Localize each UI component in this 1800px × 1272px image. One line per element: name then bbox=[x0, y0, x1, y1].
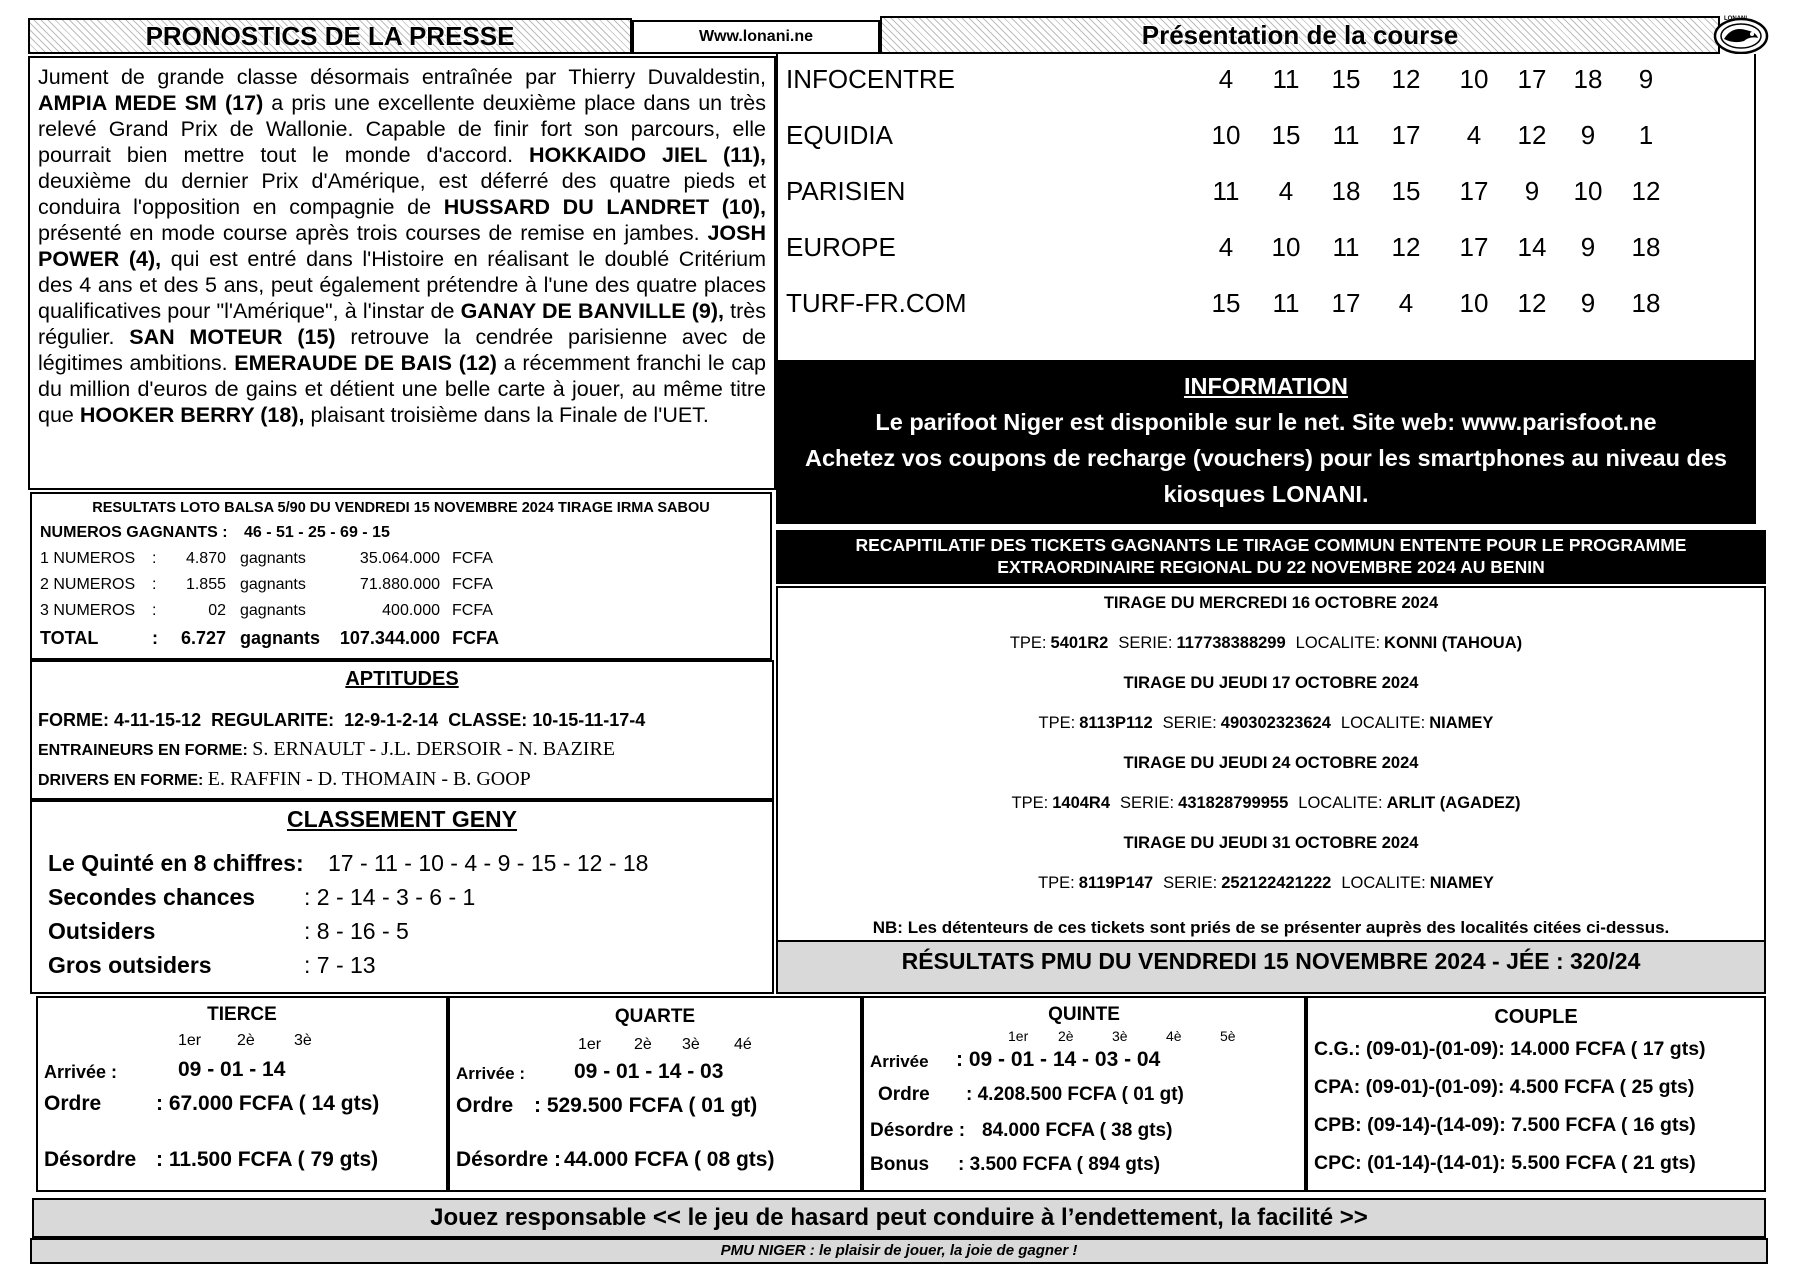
tierce-place-2: 2è bbox=[237, 1032, 255, 1049]
regularite-value: 12-9-1-2-14 bbox=[344, 710, 439, 730]
classement-value: : 2 - 14 - 3 - 6 - 1 bbox=[304, 884, 476, 910]
serie-value: 490302323624 bbox=[1220, 714, 1331, 732]
quinte-place-1: 1er bbox=[1008, 1028, 1029, 1044]
loto-numbers-label: NUMEROS GAGNANTS : bbox=[40, 524, 228, 541]
slogan-banner bbox=[30, 1238, 1768, 1264]
article-horse-name: HOOKER BERRY (18), bbox=[79, 403, 305, 427]
horse-number: 9 bbox=[1524, 176, 1540, 206]
tierce-arrivee-label: Arrivée : bbox=[44, 1062, 118, 1082]
quinte-desordre-label: Désordre : bbox=[870, 1120, 966, 1141]
information-line-1: Le parifoot Niger est disponible sur le net. Site web: www.parisfoot.ne bbox=[875, 409, 1657, 435]
horse-number: 4 bbox=[1278, 176, 1294, 206]
horse-number: 4 bbox=[1218, 64, 1234, 94]
source-name: EQUIDIA bbox=[786, 120, 893, 150]
information-line-2: Achetez vos coupons de recharge (vouchers) pour les smartphones au niveau des bbox=[805, 445, 1727, 471]
classement-value: : 8 - 16 - 5 bbox=[304, 918, 409, 944]
ticket-date: TIRAGE DU MERCREDI 16 OCTOBRE 2024 bbox=[1103, 594, 1439, 612]
horse-number: 15 bbox=[1271, 120, 1301, 150]
horse-number: 18 bbox=[1331, 176, 1361, 206]
classement-box bbox=[30, 800, 774, 994]
loto-count: 6.727 bbox=[180, 628, 226, 648]
aptitudes-box bbox=[30, 660, 774, 800]
source-name: INFOCENTRE bbox=[786, 64, 955, 94]
loto-title: RESULTATS LOTO BALSA 5/90 DU VENDREDI 15 NOVEMBRE 2024 TIRAGE IRMA SABOU bbox=[92, 500, 710, 516]
loto-colon: : bbox=[152, 550, 157, 567]
localite-value: KONNI (TAHOUA) bbox=[1384, 634, 1523, 652]
loto-numbers: 46 - 51 - 25 - 69 - 15 bbox=[244, 524, 390, 541]
loto-label: 3 NUMEROS bbox=[40, 602, 136, 619]
tpe-value: 8113P112 bbox=[1079, 714, 1153, 732]
quinte-title: QUINTE bbox=[1048, 1004, 1120, 1025]
recap-line-1: RECAPITILATIF DES TICKETS GAGNANTS LE TIRAGE COMMUN ENTENTE POUR LE PROGRAMME bbox=[855, 535, 1687, 555]
entraineurs-label: ENTRAINEURS EN FORME: bbox=[38, 742, 248, 759]
horse-number: 4 bbox=[1218, 232, 1234, 262]
lonani-logo bbox=[1712, 14, 1770, 58]
article-text-segment: présenté en mode course après trois courses de remise en jambes. bbox=[38, 221, 708, 245]
tpe-label: TPE: bbox=[1038, 874, 1075, 892]
information-box bbox=[776, 362, 1756, 524]
article-horse-name: HUSSARD DU LANDRET (10), bbox=[443, 195, 766, 219]
drivers-label: DRIVERS EN FORME: bbox=[38, 772, 204, 789]
source-name: PARISIEN bbox=[786, 176, 906, 206]
horse-number: 9 bbox=[1580, 120, 1596, 150]
localite-label: LOCALITE: bbox=[1295, 634, 1381, 652]
article-horse-name: SAN MOTEUR (15) bbox=[129, 325, 336, 349]
quinte-ordre: : 4.208.500 FCFA ( 01 gt) bbox=[966, 1084, 1184, 1105]
presentation-header-title: Présentation de la course bbox=[1141, 19, 1459, 50]
presentation-row bbox=[786, 60, 1746, 100]
nb-text: Les détenteurs de ces tickets sont priés de se présenter auprès des localités citées ci-dessus. bbox=[907, 918, 1670, 937]
loto-colon: : bbox=[152, 576, 157, 593]
tierce-ordre-label: Ordre bbox=[44, 1092, 102, 1115]
classement-label: Le Quinté en 8 chiffres: bbox=[48, 850, 304, 876]
tierce-arrivee: 09 - 01 - 14 bbox=[178, 1058, 286, 1081]
quinte-place-4: 4è bbox=[1166, 1028, 1182, 1044]
classement-value: : 7 - 13 bbox=[304, 952, 376, 978]
loto-label: 2 NUMEROS bbox=[40, 576, 136, 593]
quarte-place-2: 2è bbox=[634, 1036, 652, 1053]
horse-number: 9 bbox=[1638, 64, 1654, 94]
horse-number: 12 bbox=[1631, 176, 1661, 206]
article-text-segment: deuxième du dernier Prix d'Amérique, est déferré des quatre pieds et conduira l'opposition en compagnie de bbox=[38, 169, 766, 219]
localite-label: LOCALITE: bbox=[1341, 874, 1426, 892]
horse-number: 12 bbox=[1391, 232, 1421, 262]
horse-number: 4 bbox=[1466, 120, 1482, 150]
localite-label: LOCALITE: bbox=[1298, 794, 1383, 812]
couple-row: C.G.: (09-01)-(01-09): 14.000 FCFA ( 17 gts) bbox=[1314, 1038, 1706, 1060]
article-text-segment: qui est entré dans l'Histoire en réalisant le doublé Critérium des 4 ans et des 5 ans, peut également prétendre à l'une des quatre places qualificatives pour "l'Amérique", à l'instar de bbox=[38, 247, 766, 323]
localite-label: LOCALITE: bbox=[1340, 714, 1426, 732]
horse-number: 18 bbox=[1631, 232, 1661, 262]
tierce-desordre: : 11.500 FCFA ( 79 gts) bbox=[156, 1148, 379, 1171]
horse-number: 14 bbox=[1517, 232, 1547, 262]
couple-title: COUPLE bbox=[1494, 1006, 1578, 1028]
tpe-label: TPE: bbox=[1011, 794, 1049, 812]
loto-cur: FCFA bbox=[452, 550, 493, 567]
recap-line-2: EXTRAORDINAIRE REGIONAL DU 22 NOVEMBRE 2024 AU BENIN bbox=[997, 557, 1545, 577]
quinte-ordre-label: Ordre bbox=[878, 1084, 930, 1105]
quarte-arrivee-label: Arrivée : bbox=[456, 1064, 525, 1083]
regularite-label: REGULARITE: bbox=[211, 710, 335, 730]
recap-header bbox=[776, 530, 1766, 584]
quarte-title: QUARTE bbox=[614, 1006, 696, 1027]
loto-word: gagnants bbox=[240, 602, 306, 619]
loto-result-row bbox=[40, 550, 760, 572]
article-text bbox=[38, 64, 766, 428]
loto-word: gagnants bbox=[240, 550, 306, 567]
presentation-row bbox=[786, 228, 1746, 268]
press-header bbox=[28, 18, 632, 54]
couple-row: CPA: (09-01)-(01-09): 4.500 FCFA ( 25 gts) bbox=[1314, 1076, 1695, 1098]
horse-number: 18 bbox=[1631, 288, 1661, 318]
horse-number: 17 bbox=[1391, 120, 1421, 150]
website-link[interactable]: Www.lonani.ne bbox=[698, 28, 814, 45]
loto-cur: FCFA bbox=[452, 602, 493, 619]
loto-label: 1 NUMEROS bbox=[40, 550, 136, 567]
aptitudes-line-3 bbox=[38, 768, 531, 791]
quinte-box bbox=[862, 996, 1306, 1192]
article-horse-name: JOSH POWER (4), bbox=[38, 221, 766, 271]
ticket-details bbox=[778, 714, 1764, 733]
article-text-segment: très régulier. bbox=[38, 299, 766, 349]
loto-colon: : bbox=[152, 628, 158, 648]
article-horse-name: EMERAUDE DE BAIS (12) bbox=[234, 351, 497, 375]
horse-number: 11 bbox=[1332, 120, 1360, 150]
article-text-segment: retrouve la cendrée parisienne avec de légitimes ambitions. bbox=[38, 325, 767, 375]
article-text-segment: plaisant troisième dans la Finale de l'UET. bbox=[304, 403, 709, 427]
loto-numbers-row bbox=[40, 524, 760, 546]
aptitudes-title: APTITUDES bbox=[345, 668, 459, 690]
quarte-place-4: 4é bbox=[734, 1036, 752, 1053]
loto-label: TOTAL bbox=[40, 628, 99, 648]
quinte-desordre: 84.000 FCFA ( 38 gts) bbox=[982, 1120, 1173, 1141]
loto-count: 4.870 bbox=[185, 550, 226, 567]
tierce-desordre-label: Désordre bbox=[44, 1148, 137, 1171]
loto-results-box bbox=[30, 492, 772, 660]
horse-number: 17 bbox=[1459, 232, 1489, 262]
horse-number: 12 bbox=[1391, 64, 1421, 94]
horse-number: 10 bbox=[1459, 288, 1489, 318]
tickets-box bbox=[776, 586, 1766, 942]
tierce-ordre: : 67.000 FCFA ( 14 gts) bbox=[156, 1092, 380, 1115]
quarte-place-1: 1er bbox=[578, 1036, 602, 1053]
horse-number: 15 bbox=[1331, 64, 1361, 94]
horse-number: 10 bbox=[1271, 232, 1301, 262]
couple-row: CPC: (01-14)-(14-01): 5.500 FCFA ( 21 gts) bbox=[1314, 1152, 1696, 1174]
quarte-desordre-label: Désordre : bbox=[456, 1148, 562, 1171]
horse-number: 9 bbox=[1580, 232, 1596, 262]
source-name: EUROPE bbox=[786, 232, 896, 262]
presentation-row bbox=[786, 116, 1746, 156]
quinte-arrivee: : 09 - 01 - 14 - 03 - 04 bbox=[956, 1048, 1161, 1071]
quarte-arrivee: 09 - 01 - 14 - 03 bbox=[574, 1060, 724, 1083]
serie-value: 431828799955 bbox=[1178, 794, 1289, 812]
quinte-place-5: 5è bbox=[1220, 1028, 1236, 1044]
press-header-title: PRONOSTICS DE LA PRESSE bbox=[145, 20, 515, 51]
quarte-box bbox=[448, 996, 862, 1192]
information-title: INFORMATION bbox=[1183, 373, 1349, 399]
classement-label: Outsiders bbox=[48, 918, 156, 944]
serie-label: SERIE: bbox=[1163, 874, 1218, 892]
tpe-value: 8119P147 bbox=[1078, 874, 1154, 892]
nb-note bbox=[778, 918, 1764, 938]
loto-count: 1.855 bbox=[185, 576, 226, 593]
loto-count: 02 bbox=[208, 602, 226, 619]
quinte-place-3: 3è bbox=[1112, 1028, 1128, 1044]
horse-number: 10 bbox=[1573, 176, 1603, 206]
ticket-date: TIRAGE DU JEUDI 31 OCTOBRE 2024 bbox=[1123, 834, 1419, 852]
source-name: TURF-FR.COM bbox=[786, 288, 967, 318]
localite-value: NIAMEY bbox=[1429, 714, 1494, 732]
couple-box bbox=[1306, 996, 1766, 1192]
quinte-bonus-label: Bonus bbox=[870, 1154, 930, 1175]
horse-number: 9 bbox=[1580, 288, 1596, 318]
classement-label: Gros outsiders bbox=[48, 952, 212, 978]
loto-word: gagnants bbox=[240, 628, 321, 648]
horse-number: 10 bbox=[1211, 120, 1241, 150]
slogan-text: PMU NIGER : le plaisir de jouer, la joie de gagner ! bbox=[720, 1242, 1078, 1259]
ticket-date: TIRAGE DU JEUDI 17 OCTOBRE 2024 bbox=[1123, 674, 1419, 692]
classe-value: 10-15-11-17-4 bbox=[532, 710, 646, 730]
loto-amount: 71.880.000 bbox=[359, 576, 440, 593]
tpe-label: TPE: bbox=[1038, 714, 1076, 732]
horse-number: 10 bbox=[1459, 64, 1489, 94]
horse-number: 11 bbox=[1332, 232, 1360, 262]
horse-number: 17 bbox=[1459, 176, 1489, 206]
responsible-banner bbox=[32, 1198, 1766, 1238]
responsible-text: Jouez responsable << le jeu de hasard peut conduire à l’endettement, la facilité >> bbox=[430, 1204, 1368, 1231]
presentation-header bbox=[880, 16, 1720, 54]
horse-number: 12 bbox=[1517, 120, 1547, 150]
localite-value: ARLIT (AGADEZ) bbox=[1386, 794, 1521, 812]
horse-number: 11 bbox=[1212, 176, 1240, 206]
entraineurs-value: S. ERNAULT - J.L. DERSOIR - N. BAZIRE bbox=[252, 738, 616, 760]
aptitudes-line-1 bbox=[38, 710, 645, 731]
tierce-place-1: 1er bbox=[178, 1032, 202, 1049]
loto-total-row bbox=[40, 628, 760, 650]
aptitudes-line-2 bbox=[38, 738, 615, 761]
loto-cur: FCFA bbox=[452, 576, 493, 593]
drivers-value: E. RAFFIN - D. THOMAIN - B. GOOP bbox=[207, 768, 531, 790]
horse-number: 15 bbox=[1211, 288, 1241, 318]
pmu-title-text: RÉSULTATS PMU DU VENDREDI 15 NOVEMBRE 2024 - JÉE : 320/24 bbox=[901, 948, 1641, 974]
localite-value: NIAMEY bbox=[1429, 874, 1494, 892]
horse-number: 15 bbox=[1391, 176, 1421, 206]
loto-word: gagnants bbox=[240, 576, 306, 593]
ticket-details bbox=[778, 874, 1764, 893]
press-article bbox=[28, 56, 776, 490]
information-line-3: kiosques LONANI. bbox=[1163, 481, 1369, 507]
horse-number: 12 bbox=[1517, 288, 1547, 318]
quinte-bonus: : 3.500 FCFA ( 894 gts) bbox=[958, 1154, 1161, 1175]
website-box[interactable] bbox=[632, 20, 880, 54]
ticket-date: TIRAGE DU JEUDI 24 OCTOBRE 2024 bbox=[1123, 754, 1419, 772]
horse-number: 18 bbox=[1573, 64, 1603, 94]
classement-label: Secondes chances bbox=[48, 884, 256, 910]
serie-value: 117738388299 bbox=[1176, 634, 1286, 652]
article-horse-name: AMPIA MEDE SM (17) bbox=[38, 91, 264, 115]
article-text-segment: a récemment franchi le cap du million d'euros de gains et détient une belle carte à jouer, au même titre que bbox=[38, 351, 766, 427]
classement-title: CLASSEMENT GENY bbox=[286, 806, 518, 832]
forme-label: FORME: bbox=[38, 710, 109, 730]
tierce-place-3: 3è bbox=[294, 1032, 312, 1049]
nb-label: NB: bbox=[872, 918, 903, 937]
quarte-place-3: 3è bbox=[682, 1036, 700, 1053]
quarte-ordre-label: Ordre bbox=[456, 1094, 514, 1117]
horse-number: 1 bbox=[1638, 120, 1654, 150]
loto-amount: 107.344.000 bbox=[339, 628, 440, 648]
serie-label: SERIE: bbox=[1118, 634, 1173, 652]
serie-label: SERIE: bbox=[1162, 714, 1217, 732]
quinte-place-2: 2è bbox=[1058, 1028, 1074, 1044]
article-horse-name: GANAY DE BANVILLE (9), bbox=[460, 299, 724, 323]
classe-label: CLASSE: bbox=[448, 710, 528, 730]
quarte-ordre: : 529.500 FCFA ( 01 gt) bbox=[534, 1094, 758, 1117]
serie-value: 252122421222 bbox=[1221, 874, 1332, 892]
presentation-row bbox=[786, 172, 1746, 212]
horse-number: 17 bbox=[1517, 64, 1547, 94]
serie-label: SERIE: bbox=[1120, 794, 1175, 812]
loto-amount: 35.064.000 bbox=[359, 550, 440, 567]
pmu-results-title bbox=[776, 942, 1766, 994]
quarte-desordre: 44.000 FCFA ( 08 gts) bbox=[564, 1148, 775, 1171]
article-text-segment: Jument de grande classe désormais entraînée par Thierry Duvaldestin, bbox=[38, 65, 766, 89]
presentation-box bbox=[776, 54, 1756, 362]
tpe-value: 1404R4 bbox=[1052, 794, 1111, 812]
quinte-arrivee-label: Arrivée bbox=[870, 1052, 929, 1071]
loto-amount: 400.000 bbox=[382, 602, 440, 619]
article-horse-name: HOKKAIDO JIEL (11), bbox=[529, 143, 766, 167]
article-text-segment: a pris une excellente deuxième place dans un très relevé Grand Prix de Wallonie. Capable de finir fort son parcours, elle pourrait bien mettre tout le monde d'accord. bbox=[38, 91, 767, 167]
loto-result-row bbox=[40, 576, 760, 598]
loto-colon: : bbox=[152, 602, 157, 619]
ticket-details bbox=[778, 794, 1764, 813]
couple-row: CPB: (09-14)-(14-09): 7.500 FCFA ( 16 gts) bbox=[1314, 1114, 1696, 1136]
horse-number: 11 bbox=[1272, 64, 1300, 94]
ticket-details bbox=[778, 634, 1764, 653]
tierce-box bbox=[36, 996, 448, 1192]
classement-value: 17 - 11 - 10 - 4 - 9 - 15 - 12 - 18 bbox=[328, 850, 649, 876]
forme-value: 4-11-15-12 bbox=[114, 710, 202, 730]
horse-number: 4 bbox=[1398, 288, 1414, 318]
logo-text: LONANI bbox=[1724, 16, 1747, 22]
horse-number: 11 bbox=[1272, 288, 1300, 318]
tpe-value: 5401R2 bbox=[1050, 634, 1109, 652]
tpe-label: TPE: bbox=[1009, 634, 1047, 652]
horse-number: 17 bbox=[1331, 288, 1361, 318]
loto-result-row bbox=[40, 602, 760, 624]
presentation-row bbox=[786, 284, 1746, 324]
loto-cur: FCFA bbox=[452, 628, 499, 648]
tierce-title: TIERCE bbox=[207, 1004, 277, 1025]
